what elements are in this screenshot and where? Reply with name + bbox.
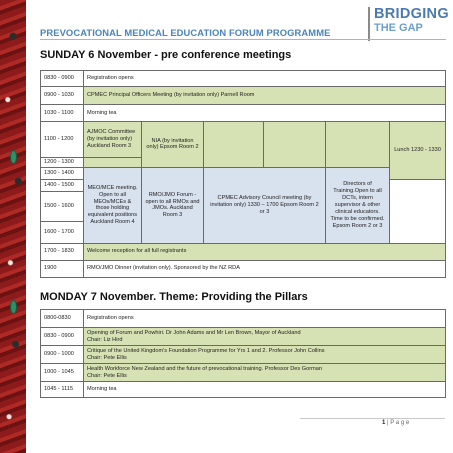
empty-cell [84,158,142,168]
time-cell: 1500 - 1600 [41,191,84,221]
session-chair: Chair: Pete Ellis [87,354,127,361]
session-title: Opening of Forum and Powhiri. Dr John Adams and Mr Len Brown, Mayor of Auckland [87,329,301,336]
header-divider [40,39,446,40]
pendant-icon [10,300,17,314]
session-title: Morning tea [87,386,117,392]
empty-cell [204,122,264,168]
footer-divider [300,418,445,419]
session-title: Health Workforce New Zealand and the future of prevocational training. Professor Des Gorman [87,365,322,372]
rmo-jmo-forum-cell: RMO/JMO Forum - open to all RMOs and JMOs. Auckland Room 3 [142,167,204,243]
meo-mce-session-cell: MEO/MCE meeting. Open to all MEOs/MCEs & those holding equivalent positions Auckland Room 4 [84,167,142,243]
table-row [41,310,446,328]
table-row [41,122,446,158]
time-cell: 1400 - 1500 [41,179,84,191]
sunday-schedule-table [40,70,446,278]
session-chair: Chair: Pete Ellis [87,372,127,379]
table-row [41,87,446,105]
time-cell: 0900 - 1000 [41,346,84,364]
empty-cell [326,122,390,168]
session-cell: RMO/JMO Dinner (invitation only). Sponsored by the NZ RDA [84,260,446,277]
time-cell: 1045 - 1115 [41,382,84,398]
lunch-cell: Lunch 1230 - 1330 [390,122,446,180]
session-cell: Morning tea [84,105,446,122]
table-row [41,364,446,382]
time-cell: 1700 - 1830 [41,243,84,260]
time-cell: 1900 [41,260,84,277]
time-cell: 1200 - 1300 [41,158,84,168]
time-cell: 0900 - 1030 [41,87,84,105]
session-cell [84,310,446,328]
session-cell: CPMEC Principal Officers Meeting (by invitation only) Parnell Room [84,87,446,105]
time-cell: 0830 - 0900 [41,71,84,87]
ajmoc-session-cell: AJMOC Committee (by invitation only) Auckland Room 3 [84,122,142,158]
monday-schedule-table [40,309,446,398]
empty-cell [390,179,446,243]
time-cell: 1100 - 1200 [41,122,84,158]
session-title: Critique of the United Kingdom's Foundation Programme for Yrs 1 and 2. Professor John Collins [87,347,325,354]
programme-header-title: PREVOCATIONAL MEDICAL EDUCATION FORUM PROGRAMME [40,27,331,38]
table-row [41,243,446,260]
time-cell: 1030 - 1100 [41,105,84,122]
table-row [41,382,446,398]
session-chair: Chair: Liz Hird [87,336,123,343]
sunday-section-title: SUNDAY 6 November - pre conference meetings [40,49,292,61]
logo-line-1: BRIDGING [374,6,449,22]
nia-session-cell: NIA (by invitation only) Epsom Room 2 [142,122,204,168]
session-cell: Registration opens [84,71,446,87]
table-row [41,105,446,122]
logo-line-2: THE GAP [374,22,423,34]
table-row [41,71,446,87]
session-cell [84,364,446,382]
session-cell [84,328,446,346]
page-number: 1 [382,420,386,426]
bridging-the-gap-logo [368,6,449,41]
page-footer [382,420,409,426]
session-title: Registration opens [87,315,134,321]
page-word: P a g e [390,420,410,426]
time-cell: 0800-0830 [41,310,84,328]
time-cell: 1300 - 1400 [41,167,84,179]
directors-of-training-cell: Directors of Training.Open to all DCTs, intern supervisor & other clinical educators. Time to be confirmed. Epsom Room 2 or 3 [326,167,390,243]
table-row [41,346,446,364]
pendant-icon [10,150,17,164]
empty-cell [264,122,326,168]
time-cell: 1600 - 1700 [41,221,84,243]
session-cell: Welcome reception for all full registrants [84,243,446,260]
table-row [41,260,446,277]
time-cell: 1000 - 1045 [41,364,84,382]
session-cell [84,346,446,364]
table-row [41,328,446,346]
session-cell [84,382,446,398]
footer-separator: | [385,420,391,426]
carved-side-border [0,0,26,453]
time-cell: 0830 - 0900 [41,328,84,346]
cpmec-advisory-cell: CPMEC Advisory Council meeting (by invitation only) 1330 – 1700 Epsom Room 2 or 3 [204,167,326,243]
table-row [41,167,446,179]
monday-section-title: MONDAY 7 November. Theme: Providing the Pillars [40,291,308,303]
